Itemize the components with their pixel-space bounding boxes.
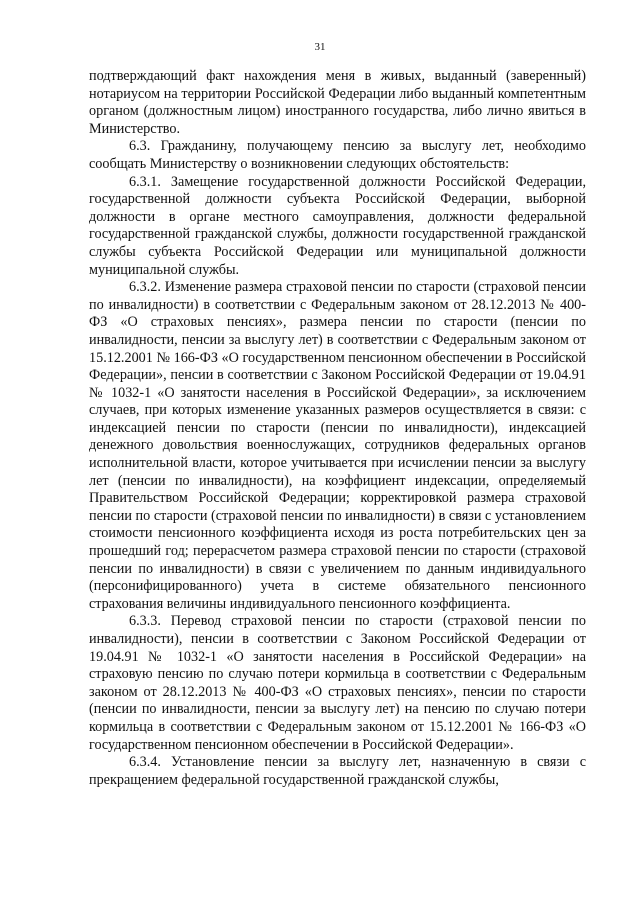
paragraph-6-3: 6.3. Гражданину, получающему пенсию за выслугу лет, необходимо сообщать Министерству о возникновении следующих обстоятельств: (89, 138, 586, 172)
paragraph-6-3-4: 6.3.4. Установление пенсии за выслугу лет, назначенную в связи с прекращением федеральной государственной гражданской службы, (89, 754, 586, 788)
paragraph-6-3-2: 6.3.2. Изменение размера страховой пенсии по старости (страховой пенсии по инвалидности) в соответствии с Федеральным законом от 28.12.2013 № 400-ФЗ «О страховых пенсиях», размера пенсии по старости (пенсии по инвалидности, пенсии за выслугу лет) в соответствии с Федеральным законом от 15.12.2001 № 166-ФЗ «О государственном пенсионном обеспечении в Российской Федерации», пенсии в соответствии с Законом Российской Федерации от 19.04.91 № 1032-1 «О занятости населения в Российской Федерации», за исключением случаев, при которых изменение указанных размеров осуществляется в связи: с индексацией пенсии по старости (пенсии по инвалидности), индексацией денежного довольствия военнослужащих, сотрудников федеральных органов исполнительной власти, которое учитывается при исчислении пенсии за выслугу лет (пенсии по инвалидности), на коэффициент индексации, определяемый Правительством Российской Федерации; корректировкой размера страховой пенсии по старости (страховой пенсии по инвалидности) в связи с установлением стоимости пенсионного коэффициента исходя из роста потребительских цен за прошедший год; перерасчетом размера страховой пенсии по старости (страховой пенсии по инвалидности) в связи с увеличением по данным индивидуального (персонифицированного) учета в системе обязательного пенсионного страхования величины индивидуального пенсионного коэффициента. (89, 279, 586, 612)
page-number: 31 (314, 41, 326, 53)
paragraph-6-3-1: 6.3.1. Замещение государственной должности Российской Федерации, государственной должности субъекта Российской Федерации, выборной должности в органе местного самоуправления, должности федеральной государственной гражданской службы, должности государственной гражданской службы субъекта Российской Федерации или муниципальной должности муниципальной службы. (89, 173, 586, 278)
document-body (89, 68, 586, 789)
paragraph-continuation: подтверждающий факт нахождения меня в живых, выданный (заверенный) нотариусом на территории Российской Федерации либо выданный компетентным органом (должностным лицом) иностранного государства, либо лично явиться в Министерство. (89, 68, 586, 137)
paragraph-6-3-3: 6.3.3. Перевод страховой пенсии по старости (страховой пенсии по инвалидности), пенсии в соответствии с Законом Российской Федерации от 19.04.91 № 1032-1 «О занятости населения в Российской Федерации» на страховую пенсию по случаю потери кормильца в соответствии с Федеральным законом от 28.12.2013 № 400-ФЗ «О страховых пенсиях», пенсии по старости (пенсии по инвалидности, пенсии за выслугу лет) на пенсию по случаю потери кормильца в соответствии с Федеральным законом от 15.12.2001 № 166-ФЗ «О государственном пенсионном обеспечении в Российской Федерации». (89, 613, 586, 753)
